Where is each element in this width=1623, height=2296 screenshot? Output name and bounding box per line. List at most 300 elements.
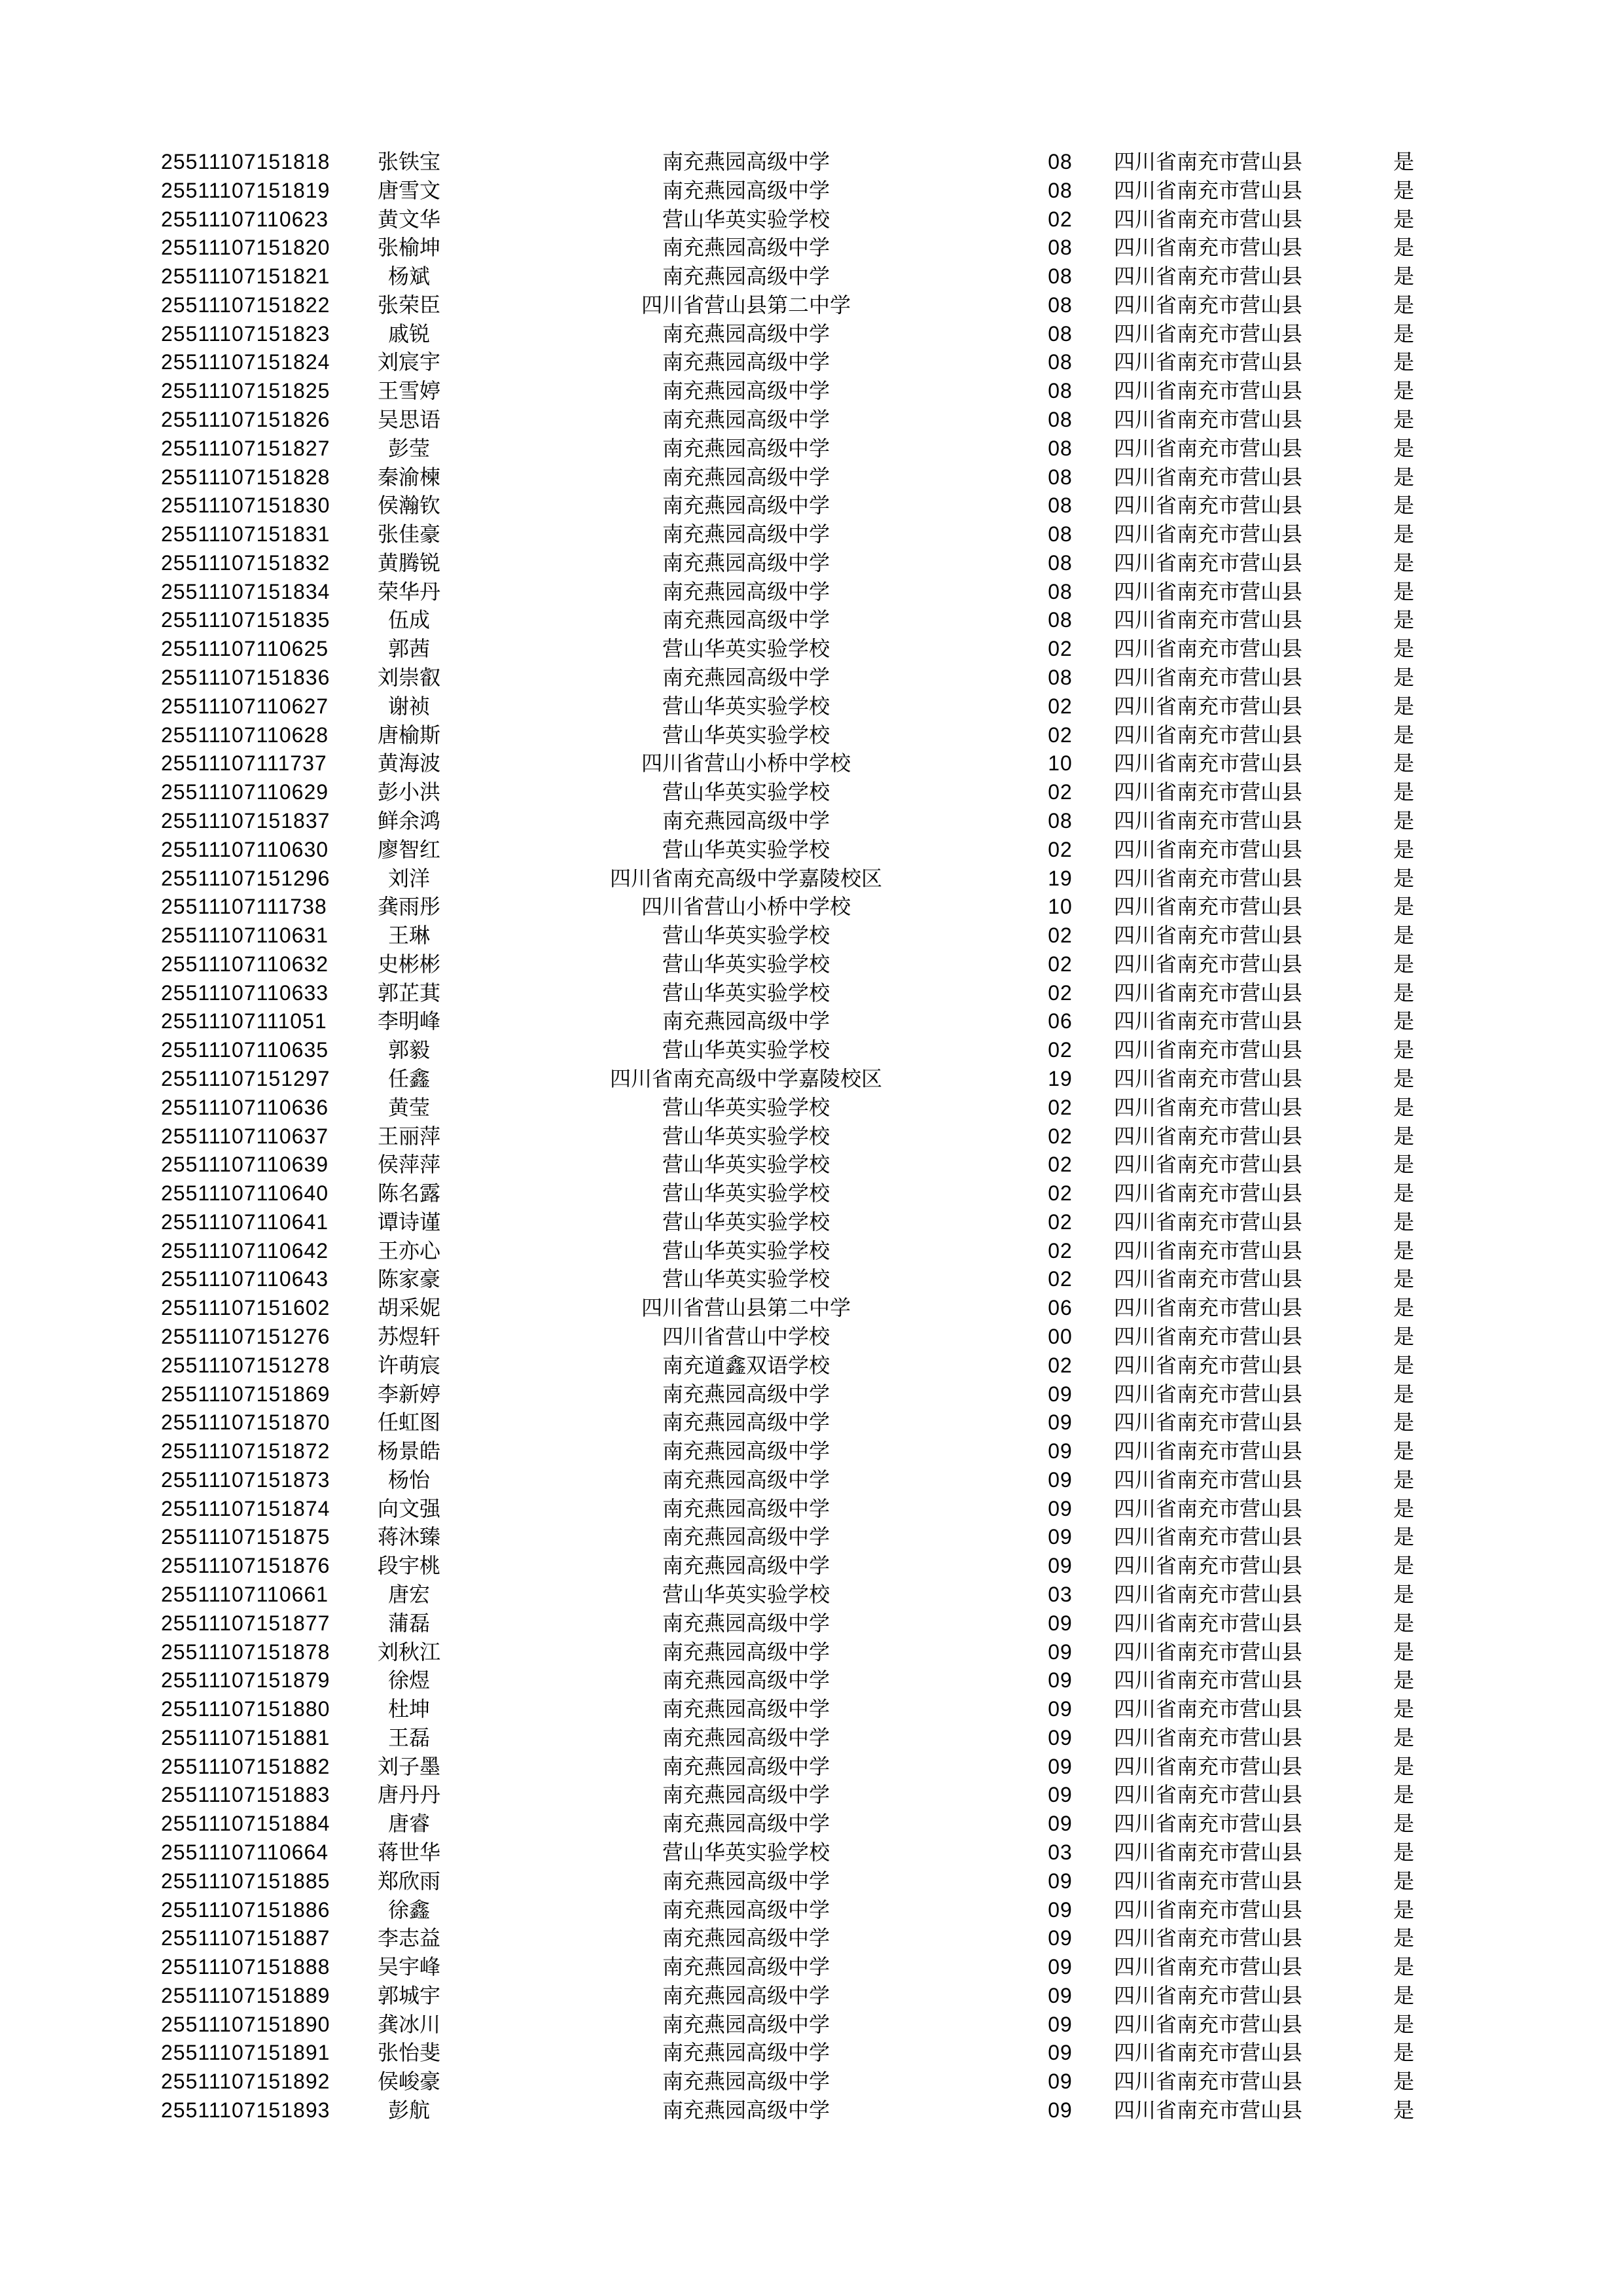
confirm-flag-cell: 是 [1393, 436, 1414, 460]
candidate-id-cell: 25511107110639 [161, 1153, 329, 1177]
name-cell: 唐睿 [387, 1812, 430, 1836]
region-cell: 四川省南充市营山县 [1113, 1554, 1302, 1578]
class-code-cell: 09 [1048, 1525, 1073, 1549]
school-cell: 南充道鑫双语学校 [662, 1353, 830, 1377]
class-code-cell: 02 [1048, 1267, 1073, 1291]
table-row [0, 1924, 1623, 1953]
table-row [0, 406, 1623, 435]
name-cell: 谢祯 [387, 694, 430, 718]
candidate-id-cell: 25511107110643 [161, 1267, 329, 1291]
class-code-cell: 02 [1048, 694, 1073, 718]
candidate-id-cell: 25511107151822 [161, 293, 330, 317]
region-cell: 四川省南充市营山县 [1113, 1267, 1302, 1291]
school-cell: 南充燕园高级中学 [662, 493, 830, 518]
confirm-flag-cell: 是 [1393, 465, 1414, 489]
class-code-cell: 02 [1048, 723, 1073, 747]
table-row [0, 1036, 1623, 1065]
class-code-cell: 02 [1048, 1353, 1073, 1377]
name-cell: 李明峰 [377, 1009, 440, 1033]
candidate-id-cell: 25511107151878 [161, 1640, 330, 1664]
region-cell: 四川省南充市营山县 [1113, 1467, 1302, 1492]
name-cell: 刘子墨 [377, 1754, 440, 1778]
school-cell: 四川省营山县第二中学 [641, 293, 851, 317]
region-cell: 四川省南充市营山县 [1113, 1296, 1302, 1320]
table-row [0, 1208, 1623, 1237]
region-cell: 四川省南充市营山县 [1113, 1181, 1302, 1206]
confirm-flag-cell: 是 [1393, 1382, 1414, 1406]
candidate-id-cell: 25511107151297 [161, 1066, 330, 1090]
region-cell: 四川省南充市营山县 [1113, 1668, 1302, 1693]
table-row [0, 865, 1623, 893]
name-cell: 唐丹丹 [377, 1783, 440, 1807]
school-cell: 营山华英实验学校 [662, 1095, 830, 1119]
table-row [0, 1065, 1623, 1094]
class-code-cell: 08 [1048, 550, 1073, 575]
school-cell: 南充燕园高级中学 [662, 321, 830, 346]
name-cell: 陈家豪 [377, 1267, 440, 1291]
table-row [0, 1552, 1623, 1581]
school-cell: 营山华英实验学校 [662, 1583, 830, 1606]
table-row [0, 1007, 1623, 1036]
confirm-flag-cell: 是 [1393, 1783, 1414, 1807]
school-cell: 营山华英实验学校 [662, 952, 830, 976]
confirm-flag-cell: 是 [1393, 1812, 1414, 1836]
table-row [0, 807, 1623, 836]
class-code-cell: 00 [1048, 1324, 1073, 1348]
school-cell: 营山华英实验学校 [662, 723, 830, 747]
school-cell: 南充燕园高级中学 [662, 1983, 830, 2007]
table-row [0, 206, 1623, 234]
region-cell: 四川省南充市营山县 [1113, 1238, 1302, 1263]
confirm-flag-cell: 是 [1393, 608, 1414, 632]
class-code-cell: 08 [1048, 150, 1073, 173]
school-cell: 四川省南充高级中学嘉陵校区 [609, 866, 882, 890]
confirm-flag-cell: 是 [1393, 1611, 1414, 1635]
candidate-id-cell: 25511107110640 [161, 1181, 329, 1206]
name-cell: 张铁宝 [377, 150, 440, 173]
region-cell: 四川省南充市营山县 [1113, 1725, 1302, 1749]
class-code-cell: 02 [1048, 924, 1073, 948]
name-cell: 刘崇叡 [377, 666, 440, 690]
region-cell: 四川省南充市营山县 [1113, 1983, 1302, 2007]
class-code-cell: 09 [1048, 1754, 1073, 1778]
candidate-id-cell: 25511107110636 [161, 1095, 329, 1119]
confirm-flag-cell: 是 [1393, 837, 1414, 861]
school-cell: 南充燕园高级中学 [662, 1754, 830, 1778]
class-code-cell: 06 [1048, 1009, 1073, 1033]
class-code-cell: 09 [1048, 1926, 1073, 1950]
school-cell: 营山华英实验学校 [662, 637, 830, 661]
name-cell: 张榆坤 [377, 236, 440, 260]
class-code-cell: 10 [1048, 895, 1073, 919]
class-code-cell: 09 [1048, 1783, 1073, 1807]
candidate-id-cell: 25511107151602 [161, 1296, 330, 1320]
class-code-cell: 09 [1048, 1640, 1073, 1664]
table-row [0, 1495, 1623, 1524]
table-row [0, 1122, 1623, 1151]
candidate-id-cell: 25511107151823 [161, 321, 330, 346]
name-cell: 黄莹 [387, 1095, 430, 1119]
region-cell: 四川省南充市营山县 [1113, 751, 1302, 776]
school-cell: 南充燕园高级中学 [662, 1496, 830, 1520]
class-code-cell: 08 [1048, 808, 1073, 833]
name-cell: 郭毅 [387, 1038, 430, 1062]
table-row [0, 1953, 1623, 1982]
school-cell: 四川省营山小桥中学校 [641, 751, 851, 776]
name-cell: 黄腾锐 [377, 550, 440, 575]
region-cell: 四川省南充市营山县 [1113, 207, 1302, 231]
region-cell: 四川省南充市营山县 [1113, 1038, 1302, 1062]
candidate-id-cell: 25511107151824 [161, 350, 330, 374]
region-cell: 四川省南充市营山县 [1113, 1124, 1302, 1148]
table-row [0, 549, 1623, 578]
table-row [0, 1179, 1623, 1208]
name-cell: 谭诗谨 [377, 1210, 440, 1234]
table-row [0, 950, 1623, 979]
confirm-flag-cell: 是 [1393, 550, 1414, 575]
name-cell: 侯瀚钦 [377, 493, 440, 518]
confirm-flag-cell: 是 [1393, 1897, 1414, 1922]
class-code-cell: 09 [1048, 1382, 1073, 1406]
candidate-id-cell: 25511107151832 [161, 550, 330, 575]
table-row [0, 2039, 1623, 2068]
table-row [0, 1294, 1623, 1323]
table-row [0, 635, 1623, 664]
region-cell: 四川省南充市营山县 [1113, 1095, 1302, 1119]
class-code-cell: 09 [1048, 1668, 1073, 1693]
school-cell: 南充燕园高级中学 [662, 579, 830, 603]
name-cell: 张怡斐 [377, 2041, 440, 2065]
region-cell: 四川省南充市营山县 [1113, 1382, 1302, 1406]
candidate-id-cell: 25511107151826 [161, 408, 330, 432]
region-cell: 四川省南充市营山县 [1113, 2041, 1302, 2065]
candidate-id-cell: 25511107110628 [161, 723, 329, 747]
class-code-cell: 02 [1048, 1153, 1073, 1177]
confirm-flag-cell: 是 [1393, 1181, 1414, 1206]
confirm-flag-cell: 是 [1393, 2098, 1414, 2123]
class-code-cell: 02 [1048, 1124, 1073, 1148]
region-cell: 四川省南充市营山县 [1113, 608, 1302, 632]
school-cell: 南充燕园高级中学 [662, 178, 830, 202]
region-cell: 四川省南充市营山县 [1113, 1410, 1302, 1435]
confirm-flag-cell: 是 [1393, 1525, 1414, 1549]
candidate-id-cell: 25511107151278 [161, 1353, 330, 1377]
table-row [0, 1638, 1623, 1667]
confirm-flag-cell: 是 [1393, 866, 1414, 890]
region-cell: 四川省南充市营山县 [1113, 408, 1302, 432]
name-cell: 史彬彬 [377, 952, 440, 976]
table-row [0, 377, 1623, 406]
confirm-flag-cell: 是 [1393, 1095, 1414, 1119]
candidate-id-cell: 25511107151831 [161, 522, 330, 547]
candidate-id-cell: 25511107151891 [161, 2041, 330, 2065]
table-row [0, 606, 1623, 635]
candidate-id-cell: 25511107111051 [161, 1009, 327, 1033]
candidate-id-cell: 25511107151870 [161, 1410, 330, 1435]
class-code-cell: 08 [1048, 350, 1073, 374]
name-cell: 王雪婷 [377, 379, 440, 403]
class-code-cell: 08 [1048, 321, 1073, 346]
region-cell: 四川省南充市营山县 [1113, 637, 1302, 661]
region-cell: 四川省南充市营山县 [1113, 1926, 1302, 1950]
candidate-id-cell: 25511107151820 [161, 236, 330, 260]
confirm-flag-cell: 是 [1393, 980, 1414, 1005]
name-cell: 蒲磊 [387, 1611, 430, 1635]
table-row [0, 1666, 1623, 1695]
candidate-id-cell: 25511107151869 [161, 1382, 330, 1406]
candidate-id-cell: 25511107151874 [161, 1496, 330, 1520]
confirm-flag-cell: 是 [1393, 780, 1414, 804]
name-cell: 郭芷萁 [377, 980, 440, 1005]
school-cell: 南充燕园高级中学 [662, 550, 830, 575]
confirm-flag-cell: 是 [1393, 808, 1414, 833]
class-code-cell: 09 [1048, 1611, 1073, 1635]
table-row [0, 1982, 1623, 2011]
candidate-id-cell: 25511107151885 [161, 1869, 330, 1893]
name-cell: 刘宸宇 [377, 350, 440, 374]
name-cell: 段宇桃 [377, 1554, 440, 1578]
name-cell: 任鑫 [387, 1066, 430, 1090]
confirm-flag-cell: 是 [1393, 1955, 1414, 1979]
name-cell: 唐雪文 [377, 178, 440, 202]
class-code-cell: 08 [1048, 408, 1073, 432]
candidate-id-cell: 25511107111738 [161, 895, 327, 919]
name-cell: 唐宏 [387, 1583, 430, 1606]
school-cell: 南充燕园高级中学 [662, 1554, 830, 1578]
class-code-cell: 08 [1048, 178, 1073, 202]
region-cell: 四川省南充市营山县 [1113, 980, 1302, 1005]
class-code-cell: 02 [1048, 1210, 1073, 1234]
table-row [0, 1265, 1623, 1294]
name-cell: 秦渝楝 [377, 465, 440, 489]
candidate-id-cell: 25511107151881 [161, 1725, 330, 1749]
region-cell: 四川省南充市营山县 [1113, 493, 1302, 518]
confirm-flag-cell: 是 [1393, 1038, 1414, 1062]
confirm-flag-cell: 是 [1393, 1754, 1414, 1778]
region-cell: 四川省南充市营山县 [1113, 924, 1302, 948]
table-row [0, 778, 1623, 807]
region-cell: 四川省南充市营山县 [1113, 2098, 1302, 2123]
name-cell: 杜坤 [387, 1697, 430, 1721]
candidate-id-cell: 25511107110627 [161, 694, 329, 718]
region-cell: 四川省南充市营山县 [1113, 1840, 1302, 1865]
table-row [0, 1781, 1623, 1810]
region-cell: 四川省南充市营山县 [1113, 1897, 1302, 1922]
name-cell: 郭城宇 [377, 1983, 440, 2007]
school-cell: 营山华英实验学校 [662, 1153, 830, 1177]
class-code-cell: 08 [1048, 579, 1073, 603]
table-row [0, 2096, 1623, 2125]
region-cell: 四川省南充市营山县 [1113, 1525, 1302, 1549]
name-cell: 刘洋 [387, 866, 430, 890]
table-row [0, 1724, 1623, 1753]
region-cell: 四川省南充市营山县 [1113, 293, 1302, 317]
candidate-id-cell: 25511107151873 [161, 1467, 330, 1492]
school-cell: 南充燕园高级中学 [662, 1812, 830, 1836]
name-cell: 徐鑫 [387, 1897, 430, 1922]
confirm-flag-cell: 是 [1393, 1124, 1414, 1148]
candidate-id-cell: 25511107110661 [161, 1583, 329, 1606]
table-row [0, 749, 1623, 778]
region-cell: 四川省南充市营山县 [1113, 666, 1302, 690]
class-code-cell: 08 [1048, 522, 1073, 547]
class-code-cell: 08 [1048, 666, 1073, 690]
name-cell: 侯峻豪 [377, 2070, 440, 2094]
confirm-flag-cell: 是 [1393, 1153, 1414, 1177]
table-row [0, 1237, 1623, 1266]
region-cell: 四川省南充市营山县 [1113, 952, 1302, 976]
school-cell: 南充燕园高级中学 [662, 465, 830, 489]
region-cell: 四川省南充市营山县 [1113, 579, 1302, 603]
class-code-cell: 02 [1048, 637, 1073, 661]
name-cell: 侯萍萍 [377, 1153, 440, 1177]
table-row [0, 234, 1623, 262]
name-cell: 彭小洪 [377, 780, 440, 804]
table-row [0, 1609, 1623, 1638]
table-row [0, 1437, 1623, 1466]
class-code-cell: 02 [1048, 1038, 1073, 1062]
class-code-cell: 09 [1048, 1439, 1073, 1463]
school-cell: 南充燕园高级中学 [662, 2070, 830, 2094]
confirm-flag-cell: 是 [1393, 895, 1414, 919]
confirm-flag-cell: 是 [1393, 723, 1414, 747]
name-cell: 徐煜 [387, 1668, 430, 1693]
region-cell: 四川省南充市营山县 [1113, 436, 1302, 460]
school-cell: 南充燕园高级中学 [662, 1611, 830, 1635]
confirm-flag-cell: 是 [1393, 1410, 1414, 1435]
confirm-flag-cell: 是 [1393, 579, 1414, 603]
name-cell: 陈名露 [377, 1181, 440, 1206]
table-row [0, 1867, 1623, 1896]
confirm-flag-cell: 是 [1393, 1324, 1414, 1348]
school-cell: 南充燕园高级中学 [662, 1439, 830, 1463]
school-cell: 南充燕园高级中学 [662, 2041, 830, 2065]
class-code-cell: 09 [1048, 1554, 1073, 1578]
class-code-cell: 09 [1048, 2012, 1073, 2036]
confirm-flag-cell: 是 [1393, 2041, 1414, 2065]
candidate-id-cell: 25511107151879 [161, 1668, 330, 1693]
name-cell: 许萌宸 [377, 1353, 440, 1377]
region-cell: 四川省南充市营山县 [1113, 1496, 1302, 1520]
confirm-flag-cell: 是 [1393, 408, 1414, 432]
name-cell: 蒋沐臻 [377, 1525, 440, 1549]
name-cell: 王亦心 [377, 1238, 440, 1263]
table-row [0, 664, 1623, 692]
class-code-cell: 03 [1048, 1583, 1073, 1606]
school-cell: 营山华英实验学校 [662, 694, 830, 718]
school-cell: 四川省营山县第二中学 [641, 1296, 851, 1320]
name-cell: 龚雨彤 [377, 895, 440, 919]
table-row [0, 1896, 1623, 1925]
school-cell: 营山华英实验学校 [662, 924, 830, 948]
candidate-id-cell: 25511107151883 [161, 1783, 330, 1807]
candidate-id-cell: 25511107151836 [161, 666, 330, 690]
name-cell: 杨斌 [387, 264, 430, 289]
class-code-cell: 08 [1048, 293, 1073, 317]
region-cell: 四川省南充市营山县 [1113, 1153, 1302, 1177]
region-cell: 四川省南充市营山县 [1113, 1066, 1302, 1090]
school-cell: 营山华英实验学校 [662, 780, 830, 804]
region-cell: 四川省南充市营山县 [1113, 1754, 1302, 1778]
region-cell: 四川省南充市营山县 [1113, 1812, 1302, 1836]
confirm-flag-cell: 是 [1393, 1467, 1414, 1492]
region-cell: 四川省南充市营山县 [1113, 2070, 1302, 2094]
class-code-cell: 09 [1048, 1410, 1073, 1435]
candidate-id-cell: 25511107110623 [161, 207, 329, 231]
region-cell: 四川省南充市营山县 [1113, 780, 1302, 804]
confirm-flag-cell: 是 [1393, 1869, 1414, 1893]
name-cell: 吴宇峰 [377, 1955, 440, 1979]
school-cell: 南充燕园高级中学 [662, 2012, 830, 2036]
name-cell: 吴思语 [377, 408, 440, 432]
class-code-cell: 09 [1048, 1869, 1073, 1893]
school-cell: 南充燕园高级中学 [662, 236, 830, 260]
school-cell: 营山华英实验学校 [662, 207, 830, 231]
name-cell: 彭航 [387, 2098, 430, 2123]
name-cell: 伍成 [387, 608, 430, 632]
class-code-cell: 09 [1048, 1955, 1073, 1979]
table-row [0, 262, 1623, 291]
school-cell: 四川省南充高级中学嘉陵校区 [609, 1066, 882, 1090]
candidate-id-cell: 25511107151872 [161, 1439, 330, 1463]
school-cell: 四川省营山小桥中学校 [641, 895, 851, 919]
candidate-id-cell: 25511107151876 [161, 1554, 330, 1578]
confirm-flag-cell: 是 [1393, 751, 1414, 776]
table-row [0, 177, 1623, 206]
candidate-id-cell: 25511107151834 [161, 579, 330, 603]
class-code-cell: 09 [1048, 2070, 1073, 2094]
school-cell: 南充燕园高级中学 [662, 150, 830, 173]
class-code-cell: 09 [1048, 2098, 1073, 2123]
name-cell: 胡采妮 [377, 1296, 440, 1320]
region-cell: 四川省南充市营山县 [1113, 321, 1302, 346]
table-row [0, 148, 1623, 177]
table-row [0, 1581, 1623, 1609]
candidate-id-cell: 25511107151886 [161, 1897, 330, 1922]
region-cell: 四川省南充市营山县 [1113, 379, 1302, 403]
school-cell: 南充燕园高级中学 [662, 522, 830, 547]
class-code-cell: 02 [1048, 207, 1073, 231]
school-cell: 南充燕园高级中学 [662, 436, 830, 460]
confirm-flag-cell: 是 [1393, 1238, 1414, 1263]
school-cell: 南充燕园高级中学 [662, 1525, 830, 1549]
class-code-cell: 02 [1048, 1238, 1073, 1263]
name-cell: 王磊 [387, 1725, 430, 1749]
name-cell: 杨怡 [387, 1467, 430, 1492]
name-cell: 彭莹 [387, 436, 430, 460]
confirm-flag-cell: 是 [1393, 150, 1414, 173]
class-code-cell: 08 [1048, 236, 1073, 260]
candidate-id-cell: 25511107151296 [161, 866, 330, 890]
school-cell: 南充燕园高级中学 [662, 2098, 830, 2123]
region-cell: 四川省南充市营山县 [1113, 1697, 1302, 1721]
name-cell: 王丽萍 [377, 1124, 440, 1148]
name-cell: 鲜余鸿 [377, 808, 440, 833]
school-cell: 营山华英实验学校 [662, 837, 830, 861]
confirm-flag-cell: 是 [1393, 637, 1414, 661]
class-code-cell: 02 [1048, 952, 1073, 976]
region-cell: 四川省南充市营山县 [1113, 837, 1302, 861]
confirm-flag-cell: 是 [1393, 1009, 1414, 1033]
region-cell: 四川省南充市营山县 [1113, 150, 1302, 173]
table-row [0, 1753, 1623, 1782]
candidate-id-cell: 25511107151877 [161, 1611, 330, 1635]
school-cell: 南充燕园高级中学 [662, 1955, 830, 1979]
candidate-id-cell: 25511107151889 [161, 1983, 330, 2007]
confirm-flag-cell: 是 [1393, 493, 1414, 518]
class-code-cell: 09 [1048, 1697, 1073, 1721]
candidate-id-cell: 25511107151276 [161, 1324, 330, 1348]
